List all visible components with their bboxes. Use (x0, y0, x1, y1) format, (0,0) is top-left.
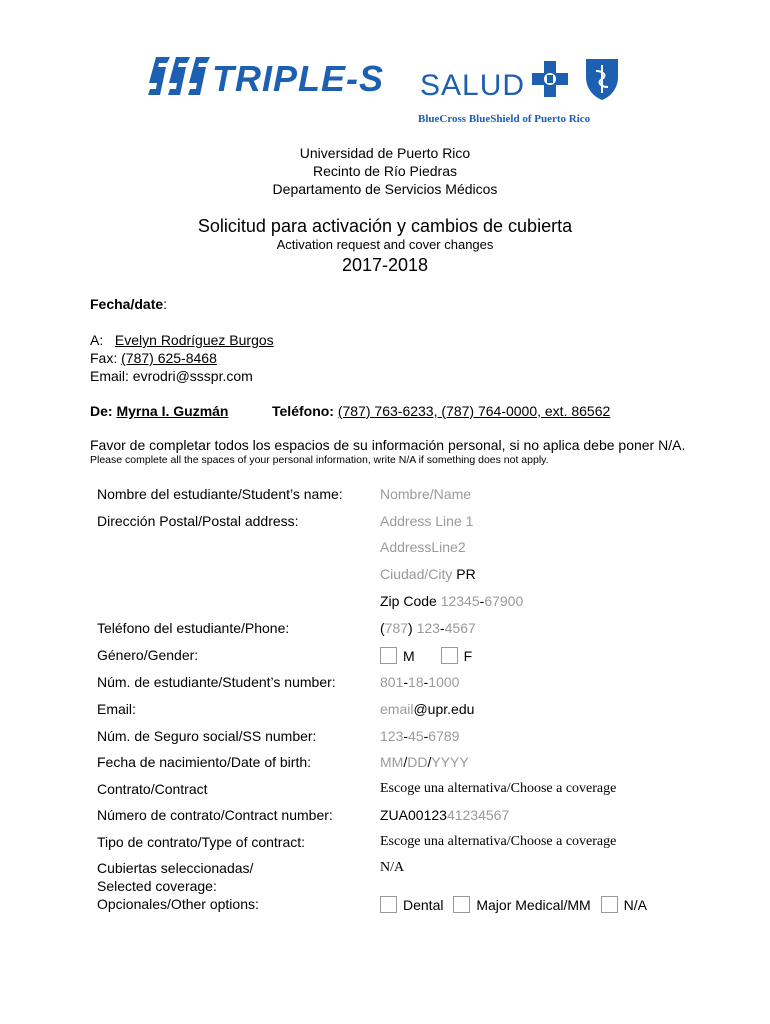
city-field[interactable]: Ciudad/City PR (380, 566, 476, 582)
phone-field[interactable]: (787) 123-4567 (380, 620, 476, 636)
contract-type-label: Tipo de contrato/Type of contract: (97, 834, 306, 850)
ss-number-label: Núm. de Seguro social/SS number: (97, 728, 317, 744)
instructions-es: Favor de completar todos los espacios de su información personal, si no aplica debe poner N/A. (90, 437, 686, 453)
sender-line: De: Myrna I. Guzmán (90, 403, 229, 419)
instructions-en: Please complete all the spaces of your personal information, write N/A if something does not apply. (90, 454, 549, 466)
optional-options: Dental Major Medical/MM N/A (380, 896, 647, 913)
form-year: 2017-2018 (341, 255, 429, 275)
recipient-email: Email: evrodri@ssspr.com (90, 368, 253, 384)
student-name-label: Nombre del estudiante/Student’s name: (97, 486, 343, 502)
coverage-label-line1: Cubiertas seleccionadas/ (97, 860, 254, 876)
triple-s-logo-icon (148, 55, 212, 109)
logo-salud-word: SALUD (420, 69, 526, 102)
date-label: Fecha/date (90, 296, 164, 312)
gender-m-checkbox[interactable] (380, 647, 397, 664)
contract-dropdown[interactable]: Escoge una alternativa/Choose a coverage (380, 781, 617, 796)
form-subtitle: Activation request and cover changes (276, 237, 494, 252)
dental-checkbox[interactable] (380, 896, 397, 913)
student-number-label: Núm. de estudiante/Student’s number: (97, 674, 336, 690)
contract-type-dropdown[interactable]: Escoge una alternativa/Choose a coverage (380, 834, 617, 849)
address-line1-field[interactable]: Address Line 1 (380, 513, 474, 529)
address-line2-field[interactable]: AddressLine2 (380, 539, 466, 555)
state-value: PR (456, 566, 476, 582)
recipient-name: Evelyn Rodríguez Burgos (114, 332, 274, 348)
recipient-prefix: A: (90, 332, 104, 348)
gender-options: M F (380, 647, 472, 664)
contract-number-label: Número de contrato/Contract number: (97, 807, 333, 823)
gender-label: Género/Gender: (97, 647, 199, 663)
bluecross-icon (532, 61, 568, 97)
student-number-field[interactable]: 801-18-1000 (380, 674, 460, 690)
campus-name: Recinto de Río Piedras (313, 163, 457, 179)
logo-tagline: BlueCross BlueShield of Puerto Rico (418, 113, 591, 125)
sender-phone: (787) 763-6233, (787) 764-0000, ext. 86562 (337, 403, 611, 419)
university-name: Universidad de Puerto Rico (299, 145, 471, 161)
dob-label: Fecha de nacimiento/Date of birth: (97, 754, 312, 770)
address-label: Dirección Postal/Postal address: (97, 513, 299, 529)
blueshield-icon (584, 57, 620, 101)
fax-line: Fax: (787) 625-8468 (90, 350, 217, 366)
zip-label: Zip Code (380, 593, 437, 609)
major-medical-checkbox[interactable] (453, 896, 470, 913)
department-name: Departamento de Servicios Médicos (272, 181, 498, 197)
email-field[interactable]: email@upr.edu (380, 701, 475, 717)
sender-name: Myrna I. Guzmán (116, 403, 229, 419)
na-checkbox[interactable] (601, 896, 618, 913)
student-name-field[interactable]: Nombre/Name (380, 486, 472, 502)
coverage-value[interactable]: N/A (380, 860, 405, 875)
fax-number: (787) 625-8468 (121, 350, 217, 366)
phone-label: Teléfono del estudiante/Phone: (97, 620, 290, 636)
zip-field[interactable]: Zip Code 12345-67900 (380, 593, 524, 609)
dob-field[interactable]: MM/DD/YYYY (380, 754, 469, 770)
logo-brand-word: TRIPLE-S (212, 58, 385, 99)
optional-label: Opcionales/Other options: (97, 896, 259, 912)
logo (148, 55, 628, 130)
ss-number-field[interactable]: 123-45-6789 (380, 728, 460, 744)
contract-label: Contrato/Contract (97, 781, 208, 797)
date-line: Fecha/date: (90, 296, 168, 312)
recipient-line (90, 332, 274, 348)
email-label: Email: (97, 701, 136, 717)
coverage-label-line2: Selected coverage: (97, 878, 217, 894)
contract-number-field[interactable]: ZUA0012341234567 (380, 807, 510, 823)
gender-f-checkbox[interactable] (441, 647, 458, 664)
sender-phone-line: Teléfono: (787) 763-6233, (787) 764-0000, ext. 86562 (272, 403, 611, 419)
form-title: Solicitud para activación y cambios de cubierta (197, 216, 573, 236)
